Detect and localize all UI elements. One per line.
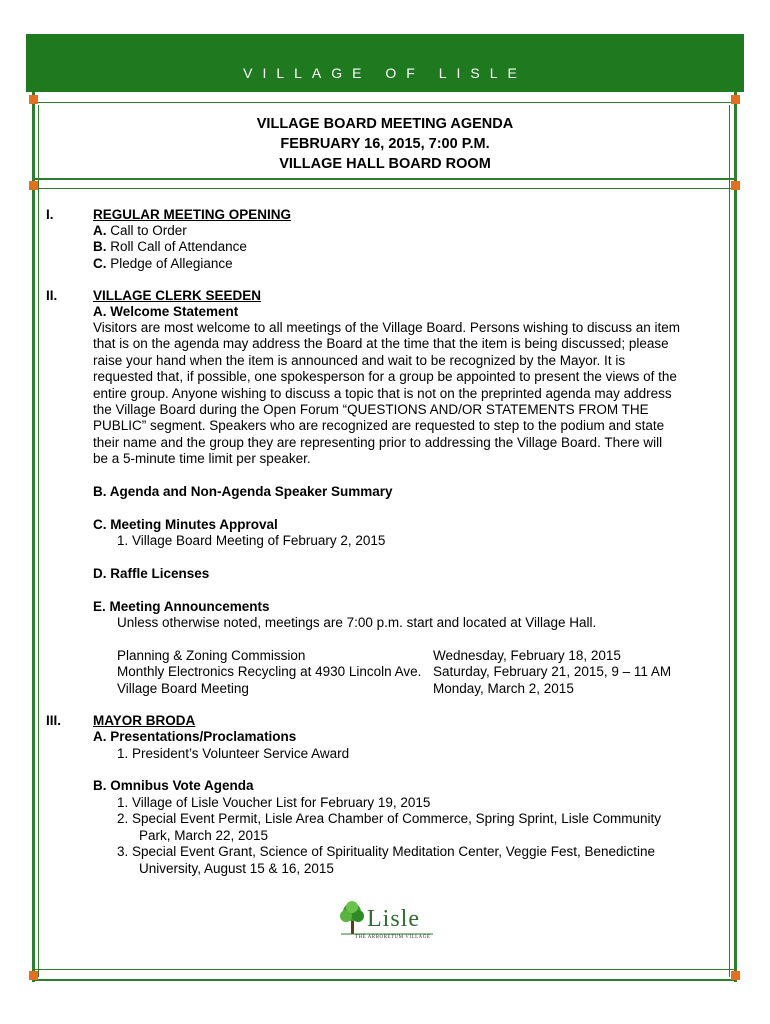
presentations-heading: A. Presentations/Proclamations	[93, 729, 297, 744]
raffle-heading: D. Raffle Licenses	[93, 566, 210, 581]
banner-title: VILLAGE OF LISLE	[243, 65, 527, 81]
meeting-location: VILLAGE HALL BOARD ROOM	[279, 156, 491, 172]
section-1-number: I.	[46, 207, 54, 222]
lisle-logo	[337, 900, 437, 944]
agenda-title: VILLAGE BOARD MEETING AGENDA	[256, 116, 514, 132]
section-3-title: MAYOR BRODA	[93, 713, 196, 728]
section-3-number: III.	[46, 713, 62, 728]
list-item: 1. President’s Volunteer Service Award	[117, 746, 350, 761]
announcement-date: Wednesday, February 18, 2015	[433, 648, 621, 663]
announcements-heading: E. Meeting Announcements	[93, 599, 270, 614]
agenda-header	[40, 114, 730, 174]
list-item-continued: University, August 15 & 16, 2015	[139, 861, 334, 876]
list-item: A. Call to Order	[93, 223, 187, 238]
list-item: C. Pledge of Allegiance	[93, 256, 233, 271]
list-item: 1. Village Board Meeting of February 2, 2015	[117, 533, 386, 548]
list-item: 1. Village of Lisle Voucher List for February 19, 2015	[117, 795, 431, 810]
omnibus-heading: B. Omnibus Vote Agenda	[93, 778, 254, 793]
announcement-event: Planning & Zoning Commission	[117, 648, 306, 663]
meeting-date: FEBRUARY 16, 2015, 7:00 P.M.	[280, 136, 490, 152]
list-item-continued: Park, March 22, 2015	[139, 828, 269, 843]
announcement-event: Village Board Meeting	[117, 681, 249, 696]
logo-wordmark: Lisle	[367, 906, 420, 932]
logo-tagline: THE ARBORETUM VILLAGE	[355, 935, 431, 940]
list-item: B. Roll Call of Attendance	[93, 239, 247, 254]
welcome-statement: Visitors are most welcome to all meetings of the Village Board. Persons wishing to discuss an item that is on the agenda may address the Board at the time that the item is being discussed; please raise your hand when the item is announced and wait to be recognized by the Mayor. It is requested that, if possible, one spokesperson for a group be appointed to present the views of the entire group. Anyone wishing to discuss a topic that is not on the preprinted agenda may address the Village Board during the Open Forum “QUESTIONS AND/OR STATEMENTS FROM THE PUBLIC” segment. Speakers who are recognized are requested to step to the podium and state their name and the group they are representing prior to addressing the Village Board. There will be a 5-minute time limit per speaker.	[93, 320, 681, 467]
list-item: 2. Special Event Permit, Lisle Area Chamber of Commerce, Spring Sprint, Lisle Community	[117, 811, 661, 826]
speaker-summary-heading: B. Agenda and Non-Agenda Speaker Summary	[93, 484, 393, 499]
announcement-date: Monday, March 2, 2015	[433, 681, 574, 696]
section-2-title: VILLAGE CLERK SEEDEN	[93, 288, 262, 303]
welcome-heading: A. Welcome Statement	[93, 304, 239, 319]
list-item: 3. Special Event Grant, Science of Spirituality Meditation Center, Veggie Fest, Benedictine	[117, 844, 656, 859]
minutes-heading: C. Meeting Minutes Approval	[93, 517, 278, 532]
announcements-note: Unless otherwise noted, meetings are 7:00 p.m. start and located at Village Hall.	[117, 615, 597, 630]
section-2-number: II.	[46, 288, 58, 303]
announcement-event: Monthly Electronics Recycling at 4930 Lincoln Ave.	[117, 664, 422, 679]
section-1-title: REGULAR MEETING OPENING	[93, 207, 292, 222]
announcement-date: Saturday, February 21, 2015, 9 – 11 AM	[433, 664, 672, 679]
header-banner	[26, 34, 744, 92]
